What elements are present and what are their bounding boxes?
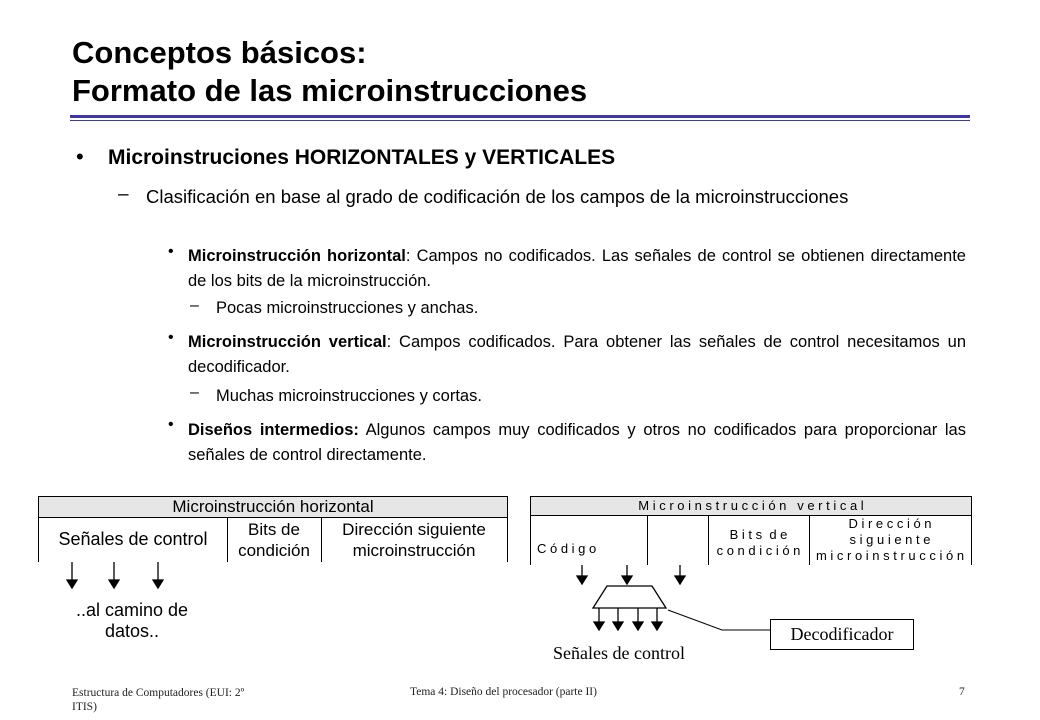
bullet-icon: • [76,144,84,169]
field-next-address-v [809,515,972,565]
footer-left [72,686,244,714]
page-number: 7 [959,686,965,698]
field-line: Bits de [248,520,300,539]
arrow-head [577,576,587,584]
footer-left-line: Estructura de Computadores (EUI: 2º [72,687,245,699]
decoder-trapezoid [593,586,666,608]
signals-label: Señales de control [553,643,685,663]
field-code: C ó d i g o [530,515,648,565]
vertical-header: M i c r o i n s t r u c c i ó n v e r t i c a l [530,496,972,516]
item-note: Muchas microinstrucciones y cortas. [216,387,482,405]
arrow-head [153,580,163,588]
field-line: condición [238,541,310,560]
item-term: Microinstrucción vertical [188,333,387,351]
field-line: Dirección siguiente [342,520,486,539]
decoder-label: Decodificador [770,619,914,650]
arrow-head [652,622,662,630]
dash-icon: – [190,384,199,401]
field-line: B i t s d e [729,527,788,542]
arrow-head [67,580,77,588]
field-line: m i c r o i n s t r u c c i ó n [815,548,965,563]
horizontal-header: Microinstrucción horizontal [38,496,508,518]
dash-icon: – [190,297,199,314]
sub-bullet-text: Clasificación en base al grado de codificación de los campos de la microinstrucciones [146,186,849,207]
bullet-icon: • [168,243,174,260]
main-bullet-text: Microinstruciones HORIZONTALES y VERTICALES [108,146,616,169]
arrow-head [109,580,119,588]
title-line-2: Formato de las microinstrucciones [72,73,588,108]
bullet-icon: • [168,416,174,433]
arrow-head [633,622,643,630]
field-line: c o n d i c i ó n [716,543,801,558]
decoder-leader-line [668,610,770,630]
field-line: D i r e c c i ó n [848,516,932,531]
field-condition-bits-v [708,515,810,565]
arrow-head [675,576,685,584]
dash-icon: – [118,184,129,205]
field-line: s i g u i e n t e [849,532,931,547]
arrow-head [594,622,604,630]
field-control-signals: Señales de control [38,517,228,562]
horizontal-caption [62,600,202,642]
item-text: Algunos campos muy codificados y otros no codificados para proporcionar las señales de control directamente. [188,421,966,464]
item-term: Diseños intermedios: [188,421,359,439]
item-text: : Campos codificados. Para obtener las señales de control necesitamos un decodificador. [188,333,966,376]
footer-left-line: ITIS) [72,701,97,713]
caption-line: ..al camino de [75,600,189,620]
item-term: Microinstrucción horizontal [188,247,406,265]
footer-center: Tema 4: Diseño del procesador (parte II) [410,686,597,698]
field-line: microinstrucción [352,541,476,560]
arrow-head [622,576,632,584]
vertical-diagram [530,496,972,565]
title-line-1: Conceptos básicos: [72,35,367,70]
caption-line: datos.. [104,621,160,641]
item-note: Pocas microinstrucciones y anchas. [216,299,479,317]
item-text: : Campos no codificados. Las señales de control se obtienen directamente de los bits de la microinstrucción. [188,247,966,290]
arrow-head [613,622,623,630]
field-empty [647,515,709,565]
bullet-icon: • [168,329,174,346]
